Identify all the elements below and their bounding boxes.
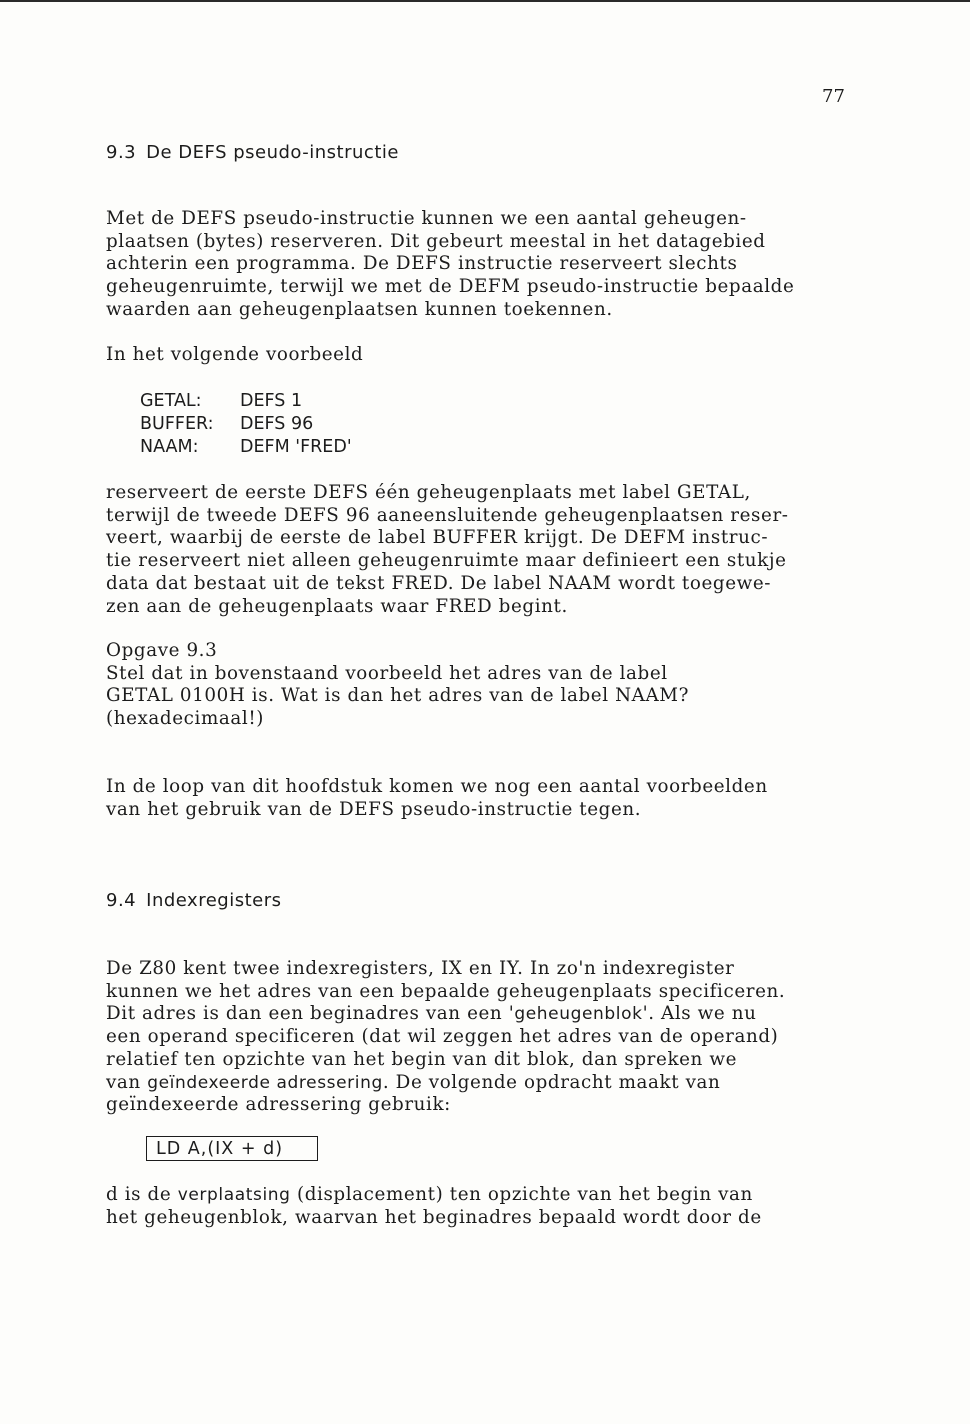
code-line — [140, 413, 352, 436]
text-line: plaatsen (bytes) reserveren. Dit gebeurt meestal in het datagebied — [106, 230, 766, 252]
text-line: reserveert de eerste DEFS één geheugenplaats met label GETAL, — [106, 482, 751, 503]
code-label: BUFFER: — [140, 414, 214, 434]
text-line — [106, 1072, 846, 1095]
text-line: een operand specificeren (dat wil zeggen het adres van de operand) — [106, 1026, 779, 1048]
example-intro — [106, 344, 846, 367]
text-line: Met de DEFS pseudo-instructie kunnen we een aantal geheugen- — [106, 208, 747, 229]
section-number: 9.4 — [106, 890, 137, 911]
displacement-paragraph — [106, 1184, 846, 1229]
text-line: relatief ten opzichte van het begin van dit blok, dan spreken we — [106, 1048, 737, 1070]
term-verplaatsing: verplaatsing — [177, 1185, 291, 1205]
top-rule — [0, 0, 970, 2]
code-example — [140, 390, 352, 459]
text-line: achterin een programma. De DEFS instructie reserveert slechts — [106, 253, 738, 275]
term-geheugenblok: geheugenblok — [514, 1004, 643, 1025]
term-geindexeerde-adressering: geïndexeerde adressering — [147, 1072, 383, 1093]
text-line — [106, 1184, 846, 1207]
closing-paragraph — [106, 776, 846, 821]
section-title: Indexregisters — [146, 890, 282, 911]
code-instruction: DEFM 'FRED' — [240, 437, 352, 457]
text-run: van — [106, 1071, 148, 1093]
text-run: '. Als we nu — [642, 1003, 757, 1025]
page-number: 77 — [822, 86, 845, 107]
text-line: tie reserveert niet alleen geheugenruimte maar definieert een stukje — [106, 550, 787, 572]
text-line: kunnen we het adres van een bepaalde geheugenplaats specificeren. — [106, 980, 786, 1002]
text-run: Dit adres is dan een beginadres van een ' — [106, 1003, 515, 1025]
text-line: GETAL 0100H is. Wat is dan het adres van de label NAAM? — [106, 685, 689, 707]
text-line: In de loop van dit hoofdstuk komen we nog een aantal voorbeelden — [106, 776, 768, 797]
code-line — [140, 390, 352, 413]
code-instruction: DEFS 96 — [240, 414, 314, 434]
text-line: terwijl de tweede DEFS 96 aaneensluitende geheugenplaatsen reser- — [106, 504, 789, 526]
text-line: geheugenruimte, terwijl we met de DEFM pseudo-instructie bepaalde — [106, 276, 795, 298]
text-line: data dat bestaat uit de tekst FRED. De label NAAM wordt toegewe- — [106, 572, 772, 594]
text-line: In het volgende voorbeeld — [106, 344, 364, 365]
text-run: d is de — [106, 1184, 178, 1205]
defs-intro-paragraph — [106, 208, 846, 322]
text-line: van het gebruik van de DEFS pseudo-instructie tegen. — [106, 798, 642, 820]
text-line: (hexadecimaal!) — [106, 708, 264, 730]
exercise-9-3 — [106, 640, 846, 731]
indexregisters-paragraph — [106, 958, 846, 1117]
section-heading-9-3 — [106, 142, 399, 163]
text-line: De Z80 kent twee indexregisters, IX en IY. In zo'n indexregister — [106, 958, 735, 979]
text-line: zen aan de geheugenplaats waar FRED begint. — [106, 595, 568, 617]
exercise-title: Opgave 9.3 — [106, 640, 218, 661]
text-line: veert, waarbij de eerste de label BUFFER krijgt. De DEFM instruc- — [106, 527, 769, 549]
text-line: geïndexeerde adressering gebruik: — [106, 1094, 451, 1116]
defs-explanation-paragraph — [106, 482, 846, 618]
text-line: het geheugenblok, waarvan het beginadres bepaald wordt door de — [106, 1206, 762, 1228]
code-label: NAAM: — [140, 437, 199, 457]
code-instruction: DEFS 1 — [240, 391, 303, 411]
text-run: . De volgende opdracht maakt van — [382, 1071, 721, 1093]
section-heading-9-4 — [106, 890, 282, 911]
code-line — [140, 436, 352, 459]
text-line: Stel dat in bovenstaand voorbeeld het adres van de label — [106, 662, 668, 684]
text-line — [106, 1003, 846, 1026]
section-number: 9.3 — [106, 142, 137, 163]
code-label: GETAL: — [140, 391, 202, 411]
section-title: De DEFS pseudo-instructie — [146, 142, 399, 163]
text-run: (displacement) ten opzichte van het begin van — [290, 1184, 753, 1205]
boxed-instruction: LD A,(IX + d) — [146, 1136, 318, 1161]
text-line: waarden aan geheugenplaatsen kunnen toekennen. — [106, 298, 613, 320]
